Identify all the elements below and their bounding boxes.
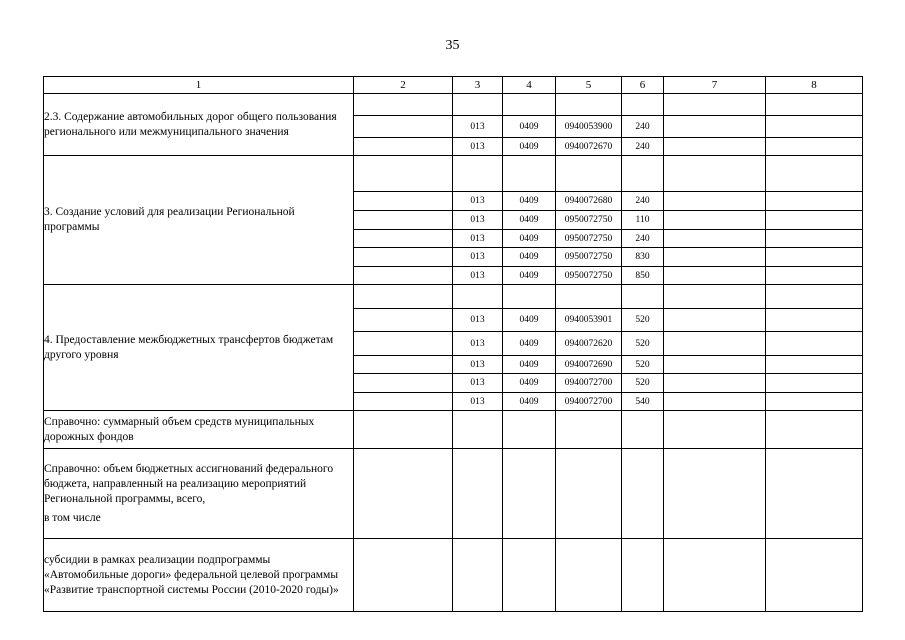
empty-cell bbox=[354, 94, 453, 116]
reference-description: субсидии в рамках реализации подпрограммы «Автомобильные дороги» федеральной целевой программы «Развитие транспортной системы России (2010-2020 годы)» bbox=[44, 539, 354, 612]
empty-cell bbox=[766, 411, 863, 449]
empty-cell bbox=[354, 267, 453, 285]
column-header: 6 bbox=[622, 77, 664, 94]
empty-cell bbox=[354, 411, 453, 449]
empty-cell bbox=[556, 285, 622, 309]
ministry-code: 013 bbox=[453, 374, 503, 393]
empty-cell bbox=[354, 156, 453, 192]
section-code: 0409 bbox=[503, 374, 556, 393]
ministry-code: 013 bbox=[453, 138, 503, 156]
section-code: 0409 bbox=[503, 192, 556, 211]
empty-cell bbox=[453, 94, 503, 116]
empty-cell bbox=[354, 285, 453, 309]
section-code: 0409 bbox=[503, 116, 556, 138]
section-title-row bbox=[44, 285, 863, 309]
empty-cell bbox=[664, 374, 766, 393]
empty-cell bbox=[503, 156, 556, 192]
empty-cell bbox=[622, 285, 664, 309]
target-article-code: 0950072750 bbox=[556, 267, 622, 285]
empty-cell bbox=[354, 211, 453, 230]
section-title-row bbox=[44, 156, 863, 192]
empty-cell bbox=[664, 393, 766, 411]
empty-cell bbox=[664, 230, 766, 248]
empty-cell bbox=[664, 211, 766, 230]
section-code: 0409 bbox=[503, 267, 556, 285]
section-description: 3. Создание условий для реализации Региональной программы bbox=[44, 156, 354, 285]
reference-description bbox=[44, 449, 354, 539]
empty-cell bbox=[556, 94, 622, 116]
section-code: 0409 bbox=[503, 393, 556, 411]
expense-type-code: 520 bbox=[622, 332, 664, 356]
empty-cell bbox=[453, 156, 503, 192]
ministry-code: 013 bbox=[453, 230, 503, 248]
empty-cell bbox=[664, 156, 766, 192]
empty-cell bbox=[766, 192, 863, 211]
empty-cell bbox=[664, 248, 766, 267]
empty-cell bbox=[556, 411, 622, 449]
section-description: 2.3. Содержание автомобильных дорог общего пользования регионального или межмуниципального значения bbox=[44, 94, 354, 156]
ministry-code: 013 bbox=[453, 356, 503, 374]
empty-cell bbox=[766, 539, 863, 612]
ministry-code: 013 bbox=[453, 393, 503, 411]
empty-cell bbox=[664, 411, 766, 449]
section-title-row bbox=[44, 94, 863, 116]
empty-cell bbox=[766, 285, 863, 309]
target-article-code: 0940072690 bbox=[556, 356, 622, 374]
reference-note: в том числе bbox=[44, 511, 101, 524]
empty-cell bbox=[354, 332, 453, 356]
reference-row bbox=[44, 449, 863, 539]
empty-cell bbox=[354, 374, 453, 393]
target-article-code: 0950072750 bbox=[556, 230, 622, 248]
expense-type-code: 830 bbox=[622, 248, 664, 267]
target-article-code: 0940072700 bbox=[556, 393, 622, 411]
empty-cell bbox=[766, 356, 863, 374]
empty-cell bbox=[453, 539, 503, 612]
budget-table bbox=[43, 76, 863, 612]
empty-cell bbox=[766, 138, 863, 156]
ministry-code: 013 bbox=[453, 116, 503, 138]
empty-cell bbox=[766, 309, 863, 332]
ministry-code: 013 bbox=[453, 309, 503, 332]
empty-cell bbox=[503, 539, 556, 612]
ministry-code: 013 bbox=[453, 192, 503, 211]
empty-cell bbox=[766, 393, 863, 411]
target-article-code: 0950072750 bbox=[556, 248, 622, 267]
target-article-code: 0950072750 bbox=[556, 211, 622, 230]
column-header: 4 bbox=[503, 77, 556, 94]
section-code: 0409 bbox=[503, 138, 556, 156]
empty-cell bbox=[766, 211, 863, 230]
empty-cell bbox=[664, 356, 766, 374]
target-article-code: 0940072680 bbox=[556, 192, 622, 211]
empty-cell bbox=[354, 393, 453, 411]
empty-cell bbox=[354, 309, 453, 332]
empty-cell bbox=[354, 356, 453, 374]
ministry-code: 013 bbox=[453, 248, 503, 267]
expense-type-code: 240 bbox=[622, 192, 664, 211]
section-code: 0409 bbox=[503, 356, 556, 374]
column-header: 1 bbox=[44, 77, 354, 94]
empty-cell bbox=[664, 285, 766, 309]
empty-cell bbox=[503, 94, 556, 116]
empty-cell bbox=[556, 539, 622, 612]
empty-cell bbox=[664, 449, 766, 539]
expense-type-code: 240 bbox=[622, 116, 664, 138]
empty-cell bbox=[622, 539, 664, 612]
target-article-code: 0940072700 bbox=[556, 374, 622, 393]
section-code: 0409 bbox=[503, 309, 556, 332]
empty-cell bbox=[766, 94, 863, 116]
empty-cell bbox=[664, 138, 766, 156]
empty-cell bbox=[354, 192, 453, 211]
empty-cell bbox=[354, 449, 453, 539]
empty-cell bbox=[503, 449, 556, 539]
expense-type-code: 850 bbox=[622, 267, 664, 285]
empty-cell bbox=[622, 449, 664, 539]
empty-cell bbox=[766, 156, 863, 192]
expense-type-code: 520 bbox=[622, 309, 664, 332]
empty-cell bbox=[503, 285, 556, 309]
empty-cell bbox=[354, 230, 453, 248]
empty-cell bbox=[664, 192, 766, 211]
target-article-code: 0940072620 bbox=[556, 332, 622, 356]
reference-row bbox=[44, 411, 863, 449]
empty-cell bbox=[664, 309, 766, 332]
target-article-code: 0940072670 bbox=[556, 138, 622, 156]
empty-cell bbox=[354, 116, 453, 138]
expense-type-code: 240 bbox=[622, 138, 664, 156]
ministry-code: 013 bbox=[453, 267, 503, 285]
empty-cell bbox=[766, 230, 863, 248]
expense-type-code: 540 bbox=[622, 393, 664, 411]
empty-cell bbox=[556, 449, 622, 539]
empty-cell bbox=[556, 156, 622, 192]
column-header: 2 bbox=[354, 77, 453, 94]
empty-cell bbox=[453, 449, 503, 539]
expense-type-code: 520 bbox=[622, 356, 664, 374]
target-article-code: 0940053900 bbox=[556, 116, 622, 138]
column-header: 3 bbox=[453, 77, 503, 94]
empty-cell bbox=[453, 285, 503, 309]
empty-cell bbox=[766, 267, 863, 285]
empty-cell bbox=[766, 248, 863, 267]
empty-cell bbox=[453, 411, 503, 449]
section-description: 4. Предоставление межбюджетных трансфертов бюджетам другого уровня bbox=[44, 285, 354, 411]
ministry-code: 013 bbox=[453, 332, 503, 356]
reference-text: Справочно: объем бюджетных ассигнований федерального бюджета, направленный на реализацию мероприятий Региональной программы, всего, bbox=[44, 462, 334, 505]
section-code: 0409 bbox=[503, 332, 556, 356]
column-header: 8 bbox=[766, 77, 863, 94]
empty-cell bbox=[503, 411, 556, 449]
section-code: 0409 bbox=[503, 248, 556, 267]
expense-type-code: 110 bbox=[622, 211, 664, 230]
empty-cell bbox=[664, 94, 766, 116]
expense-type-code: 240 bbox=[622, 230, 664, 248]
empty-cell bbox=[622, 94, 664, 116]
expense-type-code: 520 bbox=[622, 374, 664, 393]
reference-row bbox=[44, 539, 863, 612]
column-header: 7 bbox=[664, 77, 766, 94]
empty-cell bbox=[664, 267, 766, 285]
ministry-code: 013 bbox=[453, 211, 503, 230]
page-number: 35 bbox=[445, 38, 460, 53]
empty-cell bbox=[766, 449, 863, 539]
section-code: 0409 bbox=[503, 211, 556, 230]
column-number-row bbox=[44, 77, 863, 94]
empty-cell bbox=[354, 138, 453, 156]
empty-cell bbox=[664, 116, 766, 138]
empty-cell bbox=[766, 332, 863, 356]
column-header: 5 bbox=[556, 77, 622, 94]
empty-cell bbox=[664, 539, 766, 612]
empty-cell bbox=[766, 374, 863, 393]
reference-description: Справочно: суммарный объем средств муниципальных дорожных фондов bbox=[44, 411, 354, 449]
target-article-code: 0940053901 bbox=[556, 309, 622, 332]
empty-cell bbox=[622, 411, 664, 449]
empty-cell bbox=[664, 332, 766, 356]
empty-cell bbox=[354, 539, 453, 612]
empty-cell bbox=[766, 116, 863, 138]
empty-cell bbox=[354, 248, 453, 267]
empty-cell bbox=[622, 156, 664, 192]
section-code: 0409 bbox=[503, 230, 556, 248]
